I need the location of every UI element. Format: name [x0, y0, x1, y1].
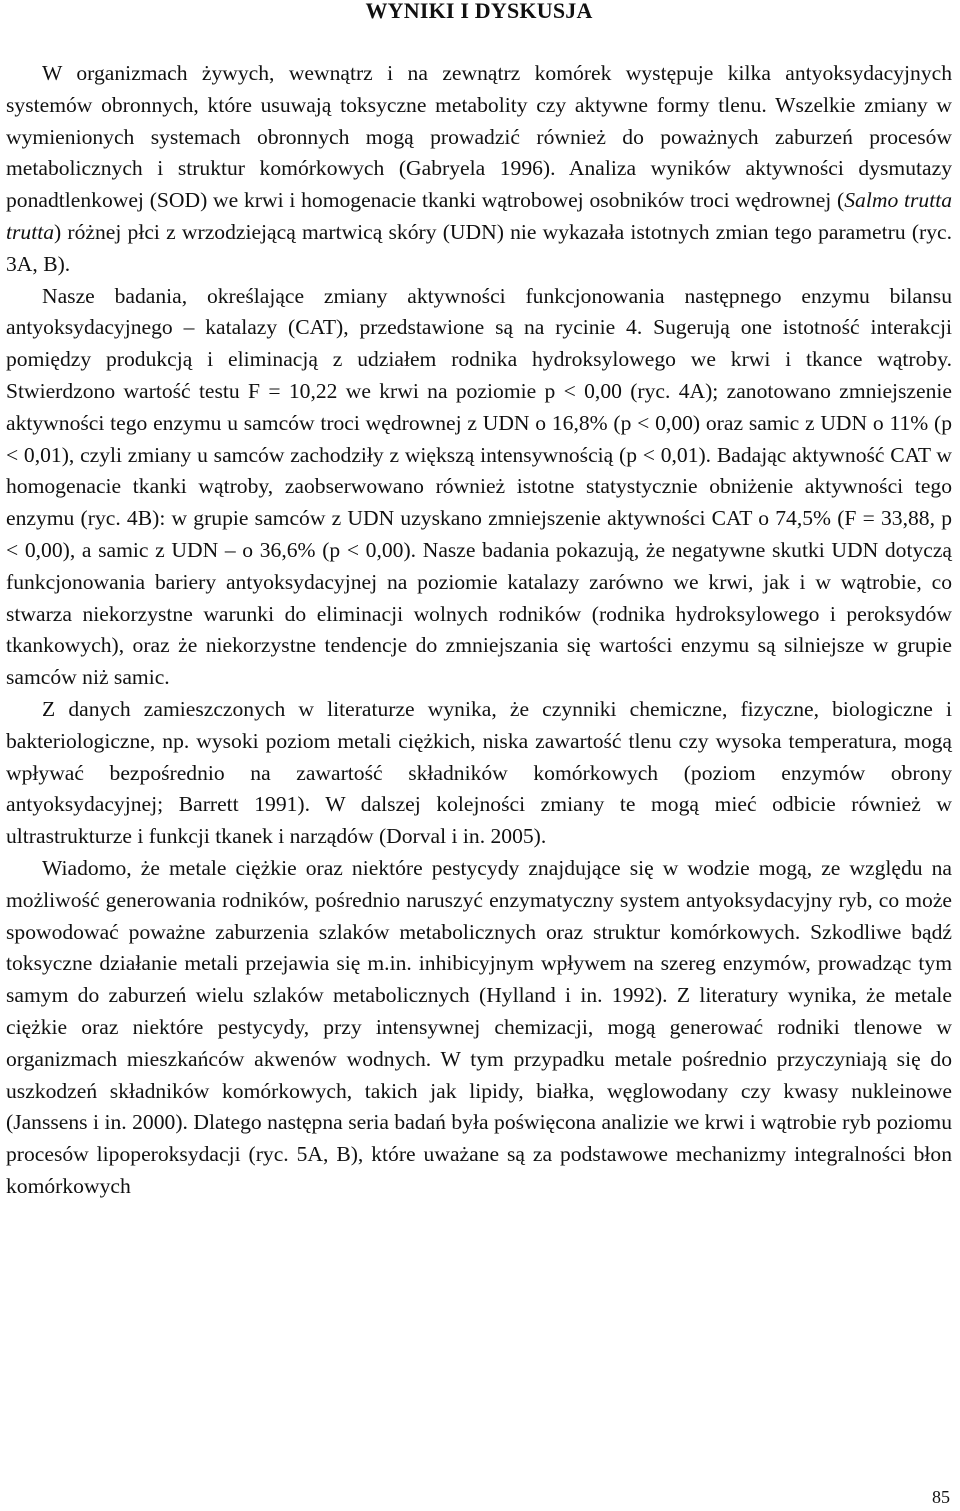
section-heading: WYNIKI I DYSKUSJA [365, 0, 593, 23]
paragraph-4: Wiadomo, że metale ciężkie oraz niektóre pestycydy znajdujące się w wodzie mogą, ze względu na możliwość generowania rodników, pośrednio naruszyć enzymatyczny system antyoksydacyjny ryb, co może spowodować poważne zaburzenia szlaków metabolicznych oraz struktur komórkowych. Szkodliwe bądź toksyczne działanie metali przejawia się m.in. inhibicyjnym wpływem na szereg enzymów, prowadząc tym samym do zaburzeń wielu szlaków metabolicznych (Hylland i in. 1992). Z literatury wynika, że metale ciężkie oraz niektóre pestycydy, przy intensywnej chemizacji, mogą generować rodniki tlenowe w organizmach mieszkańców akwenów wodnych. W tym przypadku metale pośrednio przyczyniają się do uszkodzeń składników komórkowych, takich jak lipidy, białka, węglowodany czy kwasy nukleinowe (Janssens i in. 2000). Dlatego następna seria badań była poświęcona analizie we krwi i wątrobie ryb poziomu procesów lipoperoksydacji (ryc. 5A, B), które uważane są za podstawowe mechanizmy integralności błon komórkowych [6, 855, 952, 1198]
paragraph-3: Z danych zamieszczonych w literaturze wynika, że czynniki chemiczne, fizyczne, biologiczne i bakteriologiczne, np. wysoki poziom metali ciężkich, niska zawartość tlenu czy wysoka temperatura, mogą wpływać bezpośrednio na zawartość składników komórkowych (poziom enzymów obrony antyoksydacyjnej; Barrett 1991). W dalszej kolejności zmiany te mogą mieć odbicie również w ultrastrukturze i funkcji tkanek i narządów (Dorval i in. 2005). [6, 696, 952, 849]
page-number: 85 [932, 1487, 950, 1507]
page-content [6, 0, 952, 1203]
paragraph-1 [6, 58, 952, 281]
paragraph-1-text-b: ) różnej płci z wrzodziejącą martwicą skóry (UDN) nie wykazała istotnych zmian tego parametru (ryc. 3A, B). [6, 219, 952, 276]
paragraph-1-text-a: W organizmach żywych, wewnątrz i na zewnątrz komórek występuje kilka antyoksydacyjnych systemów obronnych, które usuwają toksyczne metabolity czy aktywne formy tlenu. Wszelkie zmiany w wymienionych systemach obronnych mogą prowadzić również do poważnych zaburzeń procesów metabolicznych i struktur komórkowych (Gabryela 1996). Analiza wyników aktywności dysmutazy ponadtlenkowej (SOD) we krwi i homogenacie tkanki wątrobowej osobników troci wędrownej ( [6, 61, 952, 213]
species-name: Salmo trutta trutta [6, 188, 952, 244]
paragraph-2: Nasze badania, określające zmiany aktywności funkcjonowania następnego enzymu bilansu antyoksydacyjnego – katalazy (CAT), przedstawione są na rycinie 4. Sugerują one istotność interakcji pomiędzy produkcją i eliminacją z udziałem rodnika hydroksylowego we krwi i tkance wątroby. Stwierdzono wartość testu F = 10,22 we krwi na poziomie p < 0,00 (ryc. 4A); zanotowano zmniejszenie aktywności tego enzymu u samców troci wędrownej z UDN o 16,8% (p < 0,00) oraz samic z UDN o 11% (p < 0,01), czyli zmiany u samców zachodziły z większą intensywnością (p < 0,01). Badając aktywność CAT w homogenacie tkanki wątroby, zaobserwowano również istotne statystycznie obniżenie aktywności tego enzymu (ryc. 4B): w grupie samców z UDN uzyskano zmniejszenie aktywności CAT o 74,5% (F = 33,88, p < 0,00), a samic z UDN – o 36,6% (p < 0,00). Nasze badania pokazują, że negatywne skutki UDN dotyczą funkcjonowania bariery antyoksydacyjnej na poziomie katalazy zarówno we krwi, jak i w wątrobie, co stwarza niekorzystne warunki do eliminacji wolnych rodników (rodnika hydroksylowego i peroksydów tkankowych), oraz że niekorzystne tendencje do zmniejszania się wartości enzymu są silniejsze w grupie samców niż samic. [6, 283, 952, 690]
